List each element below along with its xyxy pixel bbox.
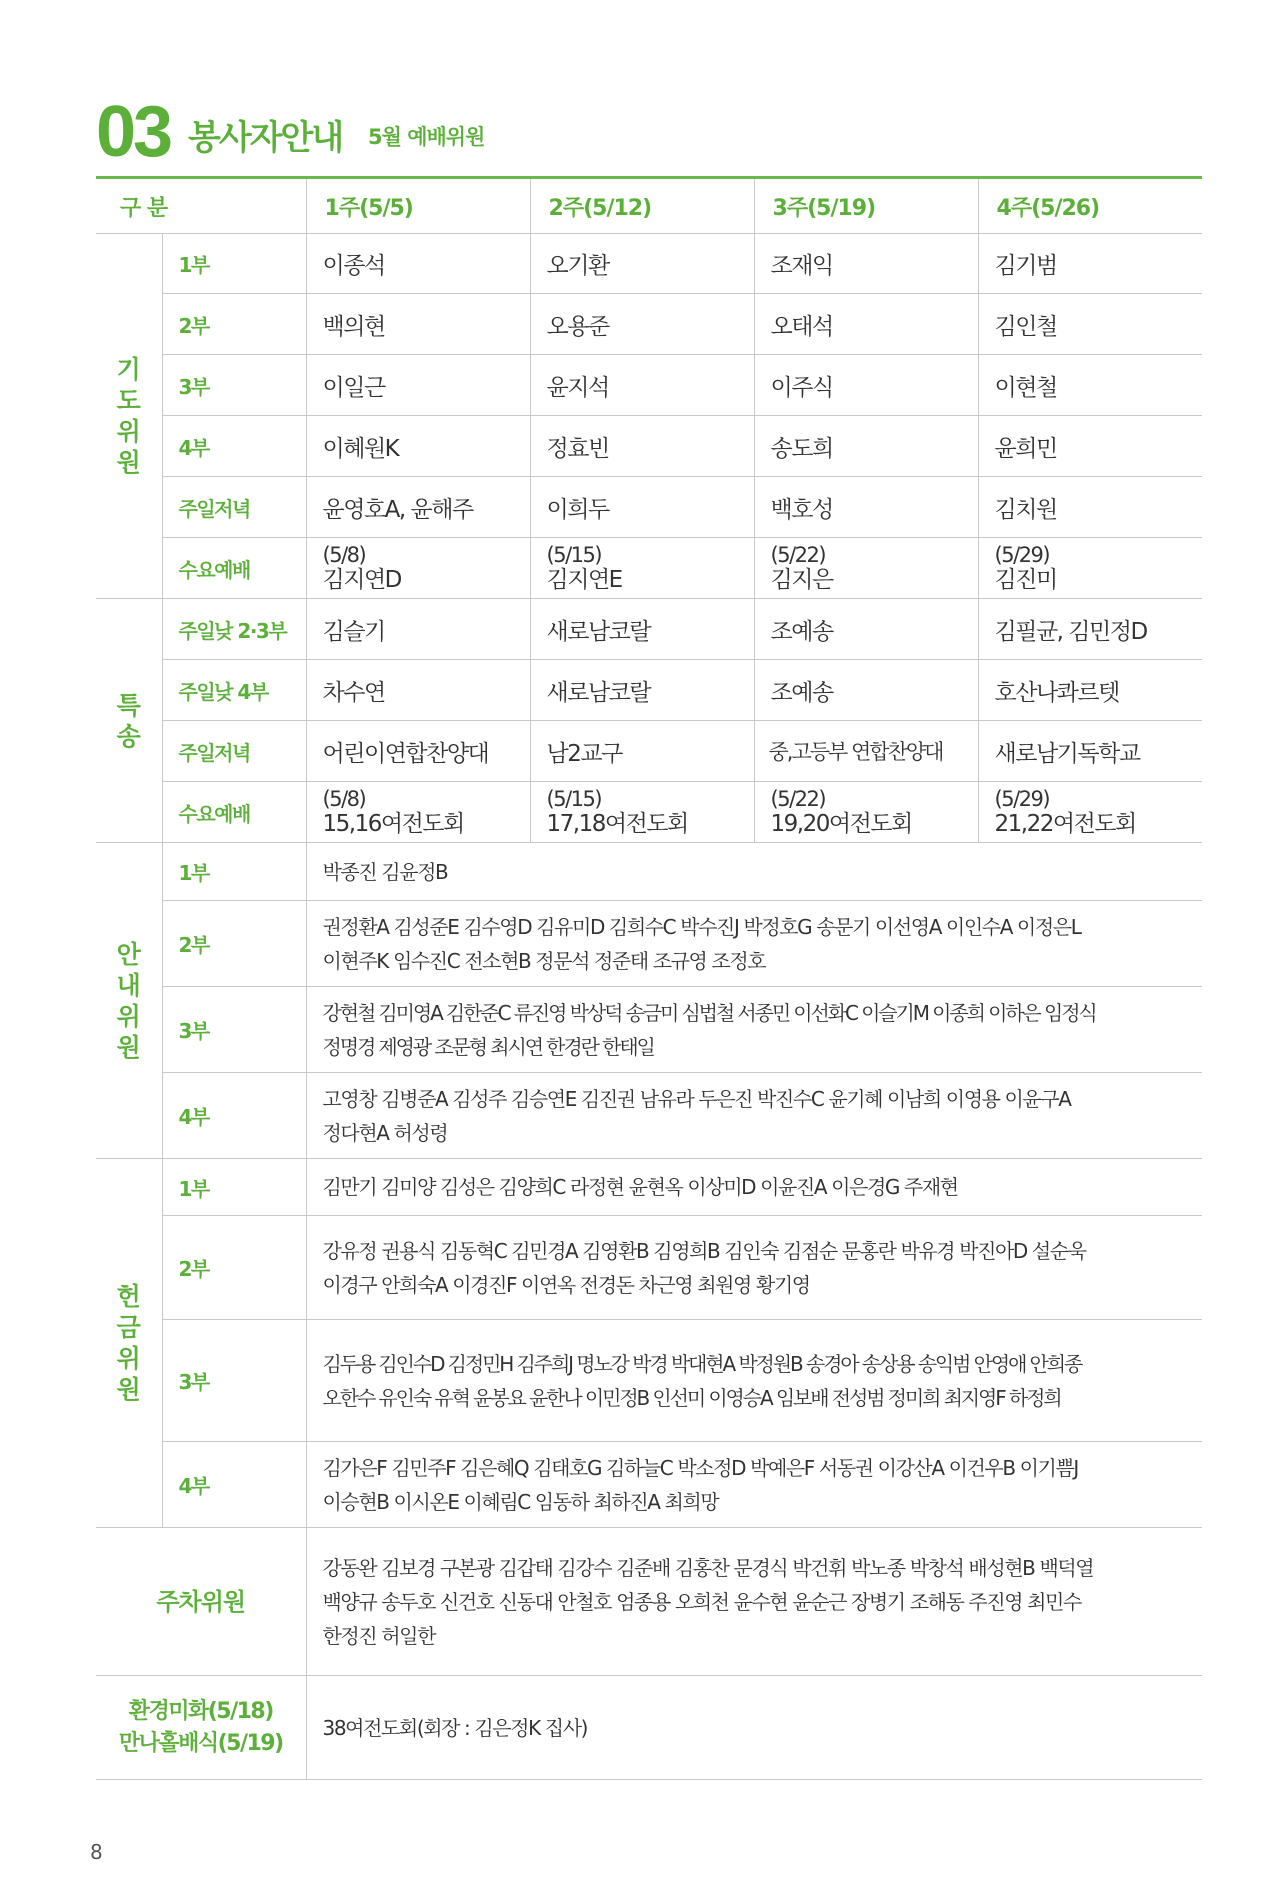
table-cell	[754, 538, 978, 599]
table-cell	[530, 538, 754, 599]
table-cell: 이종석	[306, 234, 530, 294]
cell-date: (5/29)	[994, 787, 1050, 811]
cell-name: 15,16여전도회	[322, 811, 464, 837]
table-row	[96, 1159, 1202, 1216]
table-row	[96, 477, 1202, 538]
names-line: 오한수 유인숙 유혁 윤봉요 윤한나 이민정B 인선미 이영승A 임보배 전성범 정미희 최지영F 하정희	[322, 1385, 1061, 1410]
table-row	[96, 987, 1202, 1073]
table-row	[96, 599, 1202, 660]
names-cell	[306, 1073, 1202, 1159]
row-label: 4부	[162, 1442, 306, 1528]
volunteer-table	[96, 179, 1202, 1780]
names-cell	[306, 1442, 1202, 1528]
cell-date: (5/22)	[770, 543, 826, 567]
table-row	[96, 843, 1202, 901]
table-cell: 김기범	[978, 234, 1202, 294]
names-line: 이현주K 임수진C 전소현B 정문석 정준태 조규영 조정호	[322, 948, 766, 973]
names-cell	[306, 1159, 1202, 1216]
table-cell: 어린이연합찬양대	[306, 721, 530, 782]
table-cell: 조예송	[754, 660, 978, 721]
category-prayer: 기 도 위 원	[96, 234, 162, 599]
row-label: 수요예배	[162, 538, 306, 599]
names-line: 김만기 김미양 김성은 김양희C 라정현 윤현옥 이상미D 이윤진A 이은경G 주재현	[322, 1175, 958, 1199]
cell-name: 김지은	[770, 567, 833, 593]
cell-date: (5/29)	[994, 543, 1050, 567]
environment-label-line: 환경미화(5/18)	[128, 1698, 273, 1724]
names-cell	[306, 1320, 1202, 1442]
table-cell	[306, 538, 530, 599]
table-row	[96, 660, 1202, 721]
row-label: 3부	[162, 355, 306, 416]
table-cell: 새로남코랄	[530, 599, 754, 660]
table-cell: 김치원	[978, 477, 1202, 538]
table-row	[96, 1442, 1202, 1528]
table-cell: 오기환	[530, 234, 754, 294]
table-row	[96, 416, 1202, 477]
table-cell: 이일근	[306, 355, 530, 416]
cell-date: (5/8)	[322, 543, 366, 567]
table-cell: 윤지석	[530, 355, 754, 416]
cell-name: 김지연E	[546, 567, 622, 593]
names-line: 고영창 김병준A 김성주 김승연E 김진권 남유라 두은진 박진수C 윤기혜 이남희 이영용 이윤구A	[322, 1086, 1071, 1111]
table-cell: 이현철	[978, 355, 1202, 416]
table-cell: 송도희	[754, 416, 978, 477]
table-cell: 오태석	[754, 294, 978, 355]
header-week-4: 4주(5/26)	[978, 179, 1202, 234]
row-label: 1부	[162, 1159, 306, 1216]
cell-name: 김지연D	[322, 567, 401, 593]
table-cell: 김인철	[978, 294, 1202, 355]
page-number: 8	[90, 1840, 103, 1864]
table-row	[96, 1528, 1202, 1676]
row-label: 주일낮 4부	[162, 660, 306, 721]
names-cell	[306, 1528, 1202, 1676]
names-line: 백양규 송두호 신건호 신동대 안철호 엄종용 오희천 윤수현 윤순근 장병기 조해동 주진영 최민수	[322, 1589, 1081, 1614]
header-week-2: 2주(5/12)	[530, 179, 754, 234]
names-line: 김가은F 김민주F 김은혜Q 김태호G 김하늘C 박소정D 박예은F 서동권 이강산A 이건우B 이기쁨J	[322, 1455, 1078, 1480]
table-row	[96, 901, 1202, 987]
environment-label-line: 만나홀배식(5/19)	[118, 1730, 283, 1756]
names-line: 강유정 권용식 김동혁C 김민경A 김영환B 김영희B 김인숙 김점순 문홍란 박유경 박진아D 설순욱	[322, 1238, 1086, 1263]
cell-name: 17,18여전도회	[546, 811, 688, 837]
row-label: 주일저녁	[162, 477, 306, 538]
table-row	[96, 294, 1202, 355]
row-label: 2부	[162, 901, 306, 987]
table-cell: 백의현	[306, 294, 530, 355]
table-row	[96, 538, 1202, 599]
section-number: 03	[96, 92, 171, 172]
cell-name: 21,22여전도회	[994, 811, 1136, 837]
row-label: 주일저녁	[162, 721, 306, 782]
table-row	[96, 234, 1202, 294]
header-week-1: 1주(5/5)	[306, 179, 530, 234]
cell-date: (5/22)	[770, 787, 826, 811]
row-label: 4부	[162, 416, 306, 477]
table-row	[96, 1216, 1202, 1320]
table-cell: 차수연	[306, 660, 530, 721]
cell-name: 김진미	[994, 567, 1057, 593]
table-cell: 이희두	[530, 477, 754, 538]
row-label: 1부	[162, 234, 306, 294]
row-label: 3부	[162, 987, 306, 1073]
table-cell: 중,고등부 연합찬양대	[754, 721, 978, 782]
table-cell: 김필균, 김민정D	[978, 599, 1202, 660]
table-cell: 조예송	[754, 599, 978, 660]
table-cell: 남2교구	[530, 721, 754, 782]
row-label: 1부	[162, 843, 306, 901]
section-title: 봉사자안내	[188, 118, 343, 158]
names-line: 강현철 김미영A 김한준C 류진영 박상덕 송금미 심법철 서종민 이선화C 이슬기M 이종희 이하은 임정식	[322, 1000, 1096, 1025]
section-subtitle: 5월 예배위원	[368, 125, 485, 149]
table-row	[96, 721, 1202, 782]
table-cell: 이혜원K	[306, 416, 530, 477]
table-cell: 이주식	[754, 355, 978, 416]
table-cell: 백호성	[754, 477, 978, 538]
table-cell	[754, 782, 978, 843]
table-row	[96, 1320, 1202, 1442]
table-cell	[306, 782, 530, 843]
table-row	[96, 782, 1202, 843]
row-label: 수요예배	[162, 782, 306, 843]
parking-label: 주차위원	[96, 1528, 306, 1676]
names-line: 강동완 김보경 구본광 김갑태 김강수 김준배 김홍찬 문경식 박건휘 박노종 박창석 배성현B 백덕열	[322, 1555, 1094, 1580]
cell-date: (5/15)	[546, 543, 602, 567]
names-line: 이승현B 이시온E 이혜림C 임동하 최하진A 최희망	[322, 1489, 719, 1514]
table-cell: 새로남기독학교	[978, 721, 1202, 782]
table-row	[96, 355, 1202, 416]
names-line: 한정진 허일한	[322, 1623, 435, 1648]
cell-date: (5/8)	[322, 787, 366, 811]
cell-name: 19,20여전도회	[770, 811, 912, 837]
row-label: 주일낮 2·3부	[162, 599, 306, 660]
category-offering: 헌 금 위 원	[96, 1159, 162, 1528]
table-row	[96, 1073, 1202, 1159]
names-line: 김두용 김인수D 김정민H 김주희J 명노강 박경 박대현A 박정원B 송경아 송상용 송익범 안영애 안희종	[322, 1351, 1082, 1376]
environment-text: 38여전도회(회장 : 김은정K 집사)	[306, 1676, 1202, 1780]
environment-label	[96, 1676, 306, 1780]
row-label: 3부	[162, 1320, 306, 1442]
names-line: 정명경 제영광 조문형 최시연 한경란 한태일	[322, 1034, 654, 1059]
names-line: 권정환A 김성준E 김수영D 김유미D 김희수C 박수진J 박정호G 송문기 이선영A 이인수A 이정은L	[322, 914, 1081, 939]
table-cell: 새로남코랄	[530, 660, 754, 721]
table-cell: 윤희민	[978, 416, 1202, 477]
names-cell	[306, 987, 1202, 1073]
category-usher: 안 내 위 원	[96, 843, 162, 1159]
names-line: 이경구 안희숙A 이경진F 이연옥 전경돈 차근영 최원영 황기영	[322, 1272, 810, 1297]
table-cell: 조재익	[754, 234, 978, 294]
table-cell: 오용준	[530, 294, 754, 355]
table-cell	[978, 782, 1202, 843]
table-cell: 정효빈	[530, 416, 754, 477]
names-cell	[306, 1216, 1202, 1320]
table-cell: 김슬기	[306, 599, 530, 660]
table-cell	[530, 782, 754, 843]
table-cell	[978, 538, 1202, 599]
table-row	[96, 1676, 1202, 1780]
names-line: 박종진 김윤정B	[322, 859, 448, 884]
names-line: 정다현A 허성령	[322, 1120, 448, 1145]
names-cell	[306, 901, 1202, 987]
header-category: 구 분	[96, 179, 306, 234]
row-label: 2부	[162, 294, 306, 355]
table-cell: 호산나콰르텟	[978, 660, 1202, 721]
table-header-row	[96, 179, 1202, 234]
header-week-3: 3주(5/19)	[754, 179, 978, 234]
names-cell	[306, 843, 1202, 901]
row-label: 2부	[162, 1216, 306, 1320]
cell-date: (5/15)	[546, 787, 602, 811]
category-special: 특 송	[96, 599, 162, 843]
row-label: 4부	[162, 1073, 306, 1159]
table-cell: 윤영호A, 윤해주	[306, 477, 530, 538]
